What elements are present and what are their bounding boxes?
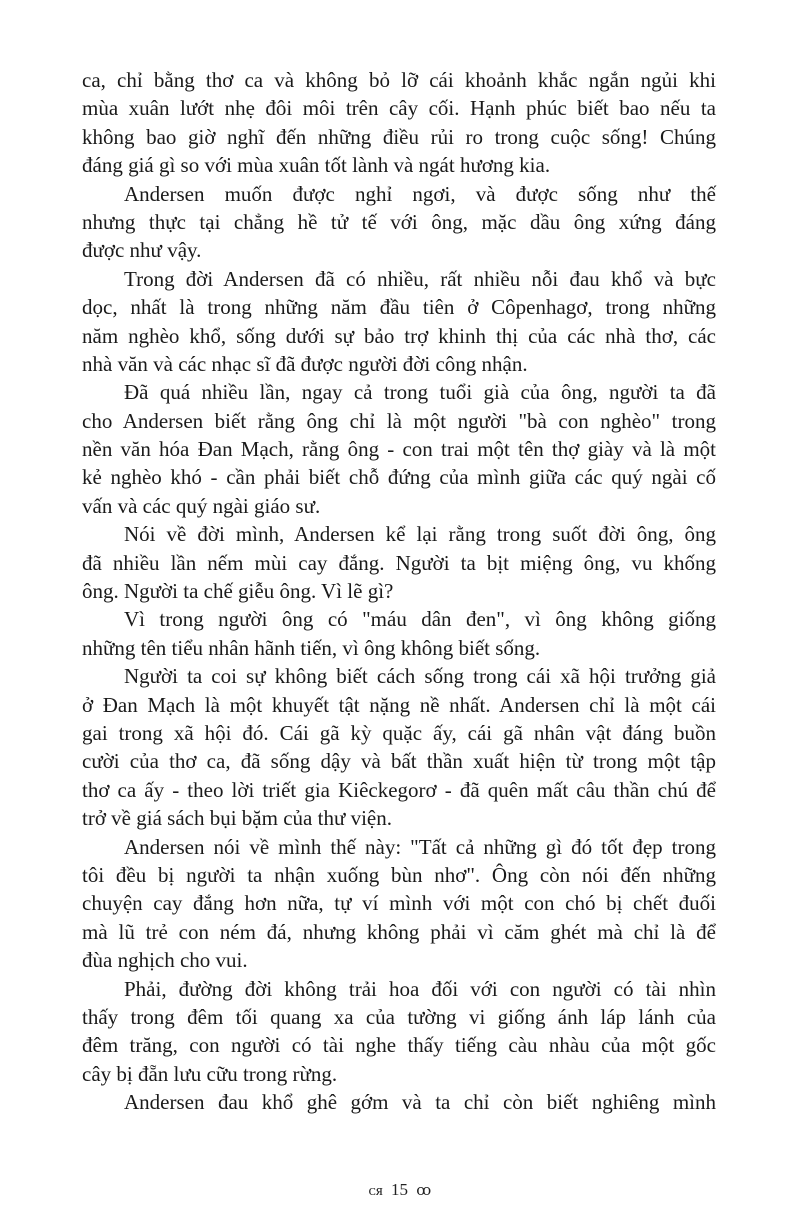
text-line: tôi đều bị người ta nhận xuống bùn nhơ". Ông còn nói đến những xyxy=(82,862,716,887)
page-number: 15 xyxy=(391,1180,409,1199)
text-line: mùa xuân lướt nhẹ đôi môi trên cây cối. Hạnh phúc biết bao nếu ta xyxy=(82,96,716,121)
text-line: gai trong xã hội đó. Cái gã kỳ quặc ấy, cái gã nhân vật đáng buồn xyxy=(82,720,716,745)
paragraph xyxy=(82,180,716,265)
page-body xyxy=(82,66,716,1116)
text-line: Phải, đường đời không trải hoa đối với con người có tài nhìn xyxy=(124,976,716,1001)
paragraph xyxy=(82,265,716,379)
text-line: được như vậy. xyxy=(82,238,202,263)
paragraph xyxy=(82,605,716,662)
paragraph xyxy=(82,975,716,1089)
text-line: những tên tiểu nhân hãnh tiến, vì ông không biết sống. xyxy=(82,635,541,660)
ornament-left: ᴄᴙ xyxy=(368,1183,383,1199)
text-line: dọc, nhất là trong những năm đầu tiên ở Côpenhagơ, trong những xyxy=(82,295,716,320)
text-line: đùa nghịch cho vui. xyxy=(82,948,248,973)
text-line: chuyện cay đắng hơn nữa, tự ví mình với một con chó bị chết đuối xyxy=(82,891,716,916)
text-line: vấn và các quý ngài giáo sư. xyxy=(82,493,321,518)
text-line: Andersen muốn được nghỉ ngơi, và được sống như thế xyxy=(124,181,716,206)
text-line: nhưng thực tại chẳng hề tử tế với ông, mặc dầu ông xứng đáng xyxy=(82,209,716,234)
text-line: đã nhiều lần nếm mùi cay đắng. Người ta bịt miệng ông, vu khống xyxy=(82,550,716,575)
text-line: đáng giá gì so với mùa xuân tốt lành và ngát hương kia. xyxy=(82,153,551,178)
text-line: Trong đời Andersen đã có nhiều, rất nhiều nỗi đau khổ và bực xyxy=(124,266,716,291)
text-line: đêm trăng, con người có tài nghe thấy tiếng càu nhàu của một gốc xyxy=(82,1033,716,1058)
page-footer xyxy=(0,1180,800,1200)
text-line: nền văn hóa Đan Mạch, rằng ông - con trai một tên thợ giày và là một xyxy=(82,437,716,462)
text-line: ở Đan Mạch là một khuyết tật nặng nề nhất. Andersen chỉ là một cái xyxy=(82,692,716,717)
text-line: cây bị đẵn lưu cữu trong rừng. xyxy=(82,1061,338,1086)
paragraph xyxy=(82,1088,716,1116)
text-line: ca, chỉ bằng thơ ca và không bỏ lỡ cái khoảnh khắc ngắn ngủi khi xyxy=(82,68,716,92)
text-line: Đã quá nhiều lần, ngay cả trong tuổi già của ông, người ta đã xyxy=(124,380,716,405)
text-line: cười của thơ ca, đã sống dậy và bất thần xuất hiện từ trong một tập xyxy=(82,749,716,774)
text-line: nhà văn và các nhạc sĩ đã được người đời công nhận. xyxy=(82,351,528,376)
text-line: Vì trong người ông có "máu dân đen", vì ông không giống xyxy=(124,607,716,632)
text-line: Người ta coi sự không biết cách sống trong cái xã hội trưởng giả xyxy=(124,664,716,689)
text-line: thơ ca ấy - theo lời triết gia Kiêckegorơ - đã quên mất câu thần chú để xyxy=(82,777,716,802)
text-line: kẻ nghèo khó - cần phải biết chỗ đứng của mình giữa các quý ngài cố xyxy=(82,465,716,490)
text-line: không bao giờ nghĩ đến những điều rủi ro trong cuộc sống! Chúng xyxy=(82,124,716,149)
ornament-right: ꝏ xyxy=(416,1183,432,1199)
text-line: cho Andersen biết rằng ông chỉ là một người "bà con nghèo" trong xyxy=(82,408,716,433)
text-line: năm nghèo khổ, sống dưới sự bảo trợ khinh thị của các nhà thơ, các xyxy=(82,323,716,348)
text-line: trở về giá sách bụi bặm của thư viện. xyxy=(82,806,392,831)
paragraph xyxy=(82,66,716,180)
text-line: mà lũ trẻ con ném đá, nhưng không phải vì căm ghét mà chỉ là để xyxy=(82,919,716,944)
paragraph xyxy=(82,520,716,605)
paragraph xyxy=(82,833,716,975)
text-line: ông. Người ta chế giễu ông. Vì lẽ gì? xyxy=(82,579,394,604)
text-line: Andersen nói về mình thế này: "Tất cả những gì đó tốt đẹp trong xyxy=(124,834,716,859)
paragraph xyxy=(82,378,716,520)
text-line: thấy trong đêm tối quang xa của tường vi giống ánh láp lánh của xyxy=(82,1004,716,1029)
text-line: Andersen đau khổ ghê gớm và ta chỉ còn biết nghiêng mình xyxy=(124,1090,716,1115)
paragraph xyxy=(82,662,716,832)
text-line: Nói về đời mình, Andersen kể lại rằng trong suốt đời ông, ông xyxy=(124,522,716,547)
